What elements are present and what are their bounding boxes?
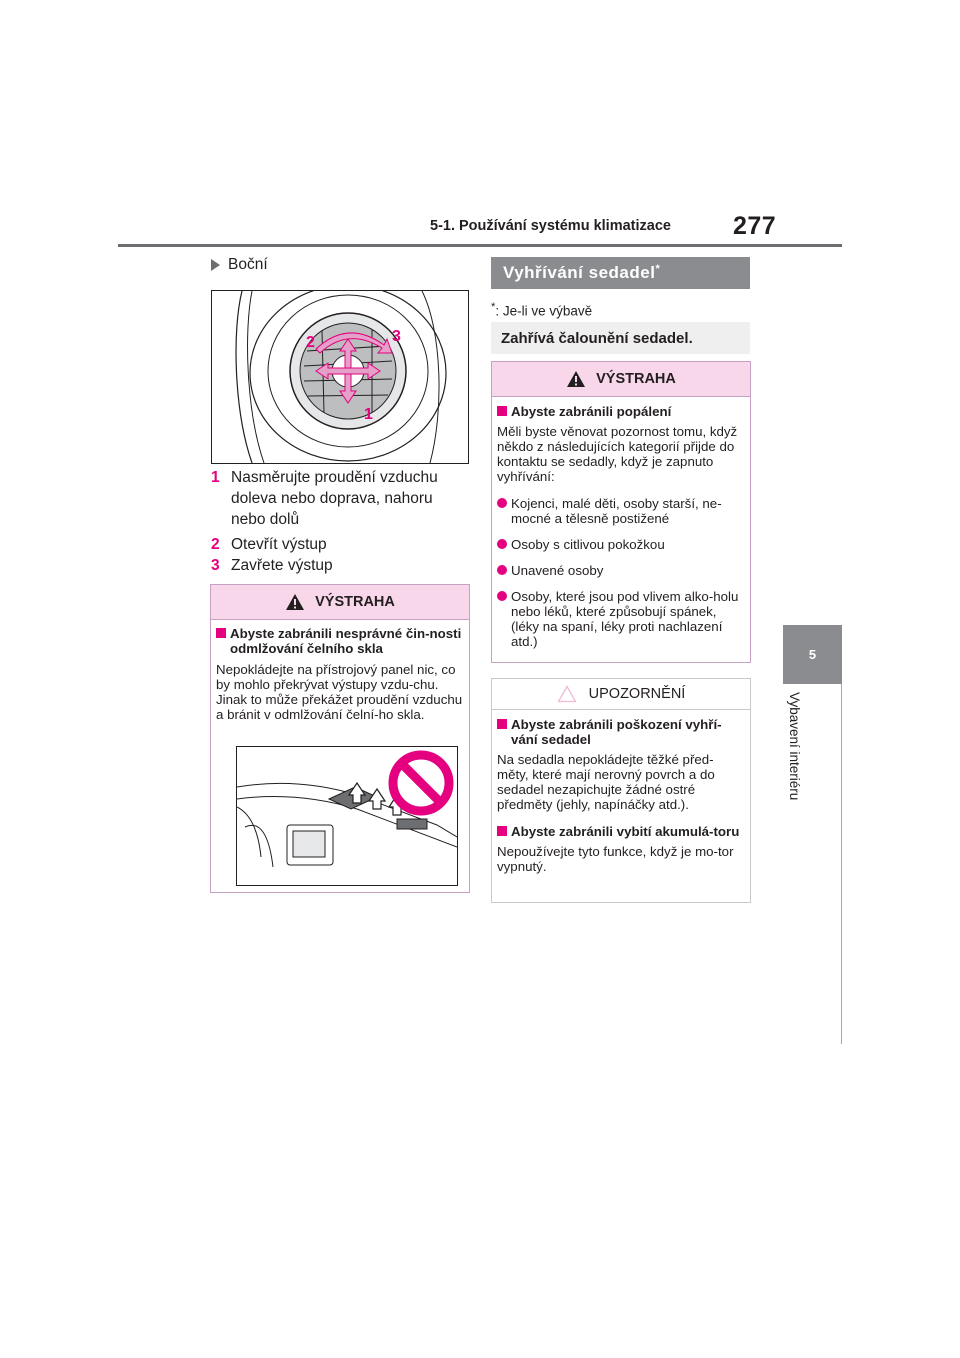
chapter-number: 5	[808, 647, 817, 662]
list-item: Kojenci, malé děti, osoby starší, ne-mocné a tělesně postižené	[497, 496, 744, 526]
step-text: Nasměrujte proudění vzduchu doleva nebo doprava, nahoru nebo dolů	[231, 469, 438, 528]
triangle-bullet-icon	[211, 259, 220, 271]
vent-drawing	[212, 291, 468, 463]
warning-heading: Abyste zabránili popálení	[497, 404, 744, 419]
notice-body: Na sedadla nepokládejte těžké před-měty, které mají nerovný povrch a do sedadel nezapichujte žádné ostré předměty (jehly, napínáčky atd.).	[497, 752, 715, 812]
warning-heading: Abyste zabránili nesprávné čin-nosti odmlžování čelního skla	[216, 626, 463, 656]
side-vent-illustration	[211, 290, 469, 464]
side-rule	[841, 684, 842, 1044]
step-text: Zavřete výstup	[231, 557, 333, 574]
warning-header	[492, 362, 750, 397]
summary-text: Zahřívá čalounění sedadel.	[501, 329, 693, 347]
warning-title: VÝSTRAHA	[596, 371, 676, 387]
caution-outline-icon	[557, 685, 577, 703]
callout-1: 1	[364, 406, 373, 423]
footnote-mark: *	[491, 301, 496, 313]
dashboard-illustration	[236, 746, 458, 886]
notice-box	[491, 678, 751, 903]
prohibited-icon	[393, 755, 449, 811]
step-1	[211, 467, 466, 530]
chapter-tab[interactable]	[783, 625, 842, 684]
section-heading-mark: *	[655, 263, 661, 275]
warning-body: Měli byste věnovat pozornost tomu, když někdo z následujících kategorií přijde do kontaktu se sedadly, když je zapnuto vyhřívání:	[497, 424, 738, 484]
step-number: 1	[211, 469, 220, 486]
chapter-label: Vybavení interiéru	[787, 692, 802, 801]
step-text: Otevřít výstup	[231, 536, 327, 553]
section-heading	[491, 257, 750, 289]
footnote-text: : Je-li ve výbavě	[495, 303, 593, 319]
list-item: Osoby, které jsou pod vlivem alko-holu nebo léků, které způsobují spánek, (léky na spaní, léky proti nachlazení atd.)	[497, 589, 744, 649]
step-3	[211, 555, 333, 576]
warning-triangle-icon	[566, 370, 586, 388]
summary-box	[491, 322, 750, 354]
page-number: 277	[733, 212, 777, 240]
callout-2: 2	[306, 334, 315, 351]
list-item: Osoby s citlivou pokožkou	[497, 537, 744, 552]
step-number: 2	[211, 536, 220, 553]
warning-body: Nepokládejte na přístrojový panel nic, co by mohlo překrývat výstupy vzdu-chu. Jinak to může překážet proudění vzduchu a bránit v odmlžování čelní-ho skla.	[216, 662, 463, 722]
dashboard-drawing	[237, 747, 457, 885]
step-2	[211, 534, 327, 555]
warning-title: VÝSTRAHA	[315, 594, 395, 610]
list-item: Unavené osoby	[497, 563, 744, 578]
notice-heading: Abyste zabránili vybití akumulá-toru	[497, 824, 744, 839]
warning-box-burns	[491, 361, 751, 663]
notice-body: Nepoužívejte tyto funkce, když je mo-tor vypnutý.	[497, 844, 734, 874]
header-rule	[118, 244, 842, 247]
subheading-text: Boční	[228, 256, 268, 273]
callout-3: 3	[392, 328, 401, 345]
section-heading-text: Vyhřívání sedadel	[503, 263, 656, 282]
footnote	[491, 301, 592, 319]
warning-header	[211, 585, 469, 620]
step-number: 3	[211, 557, 220, 574]
section-title: 5-1. Používání systému klimatizace	[430, 218, 671, 234]
subheading	[211, 256, 268, 274]
warning-triangle-icon	[285, 593, 305, 611]
notice-header	[492, 679, 750, 710]
notice-heading: Abyste zabránili poškození vyhří-vání sedadel	[497, 717, 744, 747]
notice-title: UPOZORNĚNÍ	[588, 686, 686, 702]
